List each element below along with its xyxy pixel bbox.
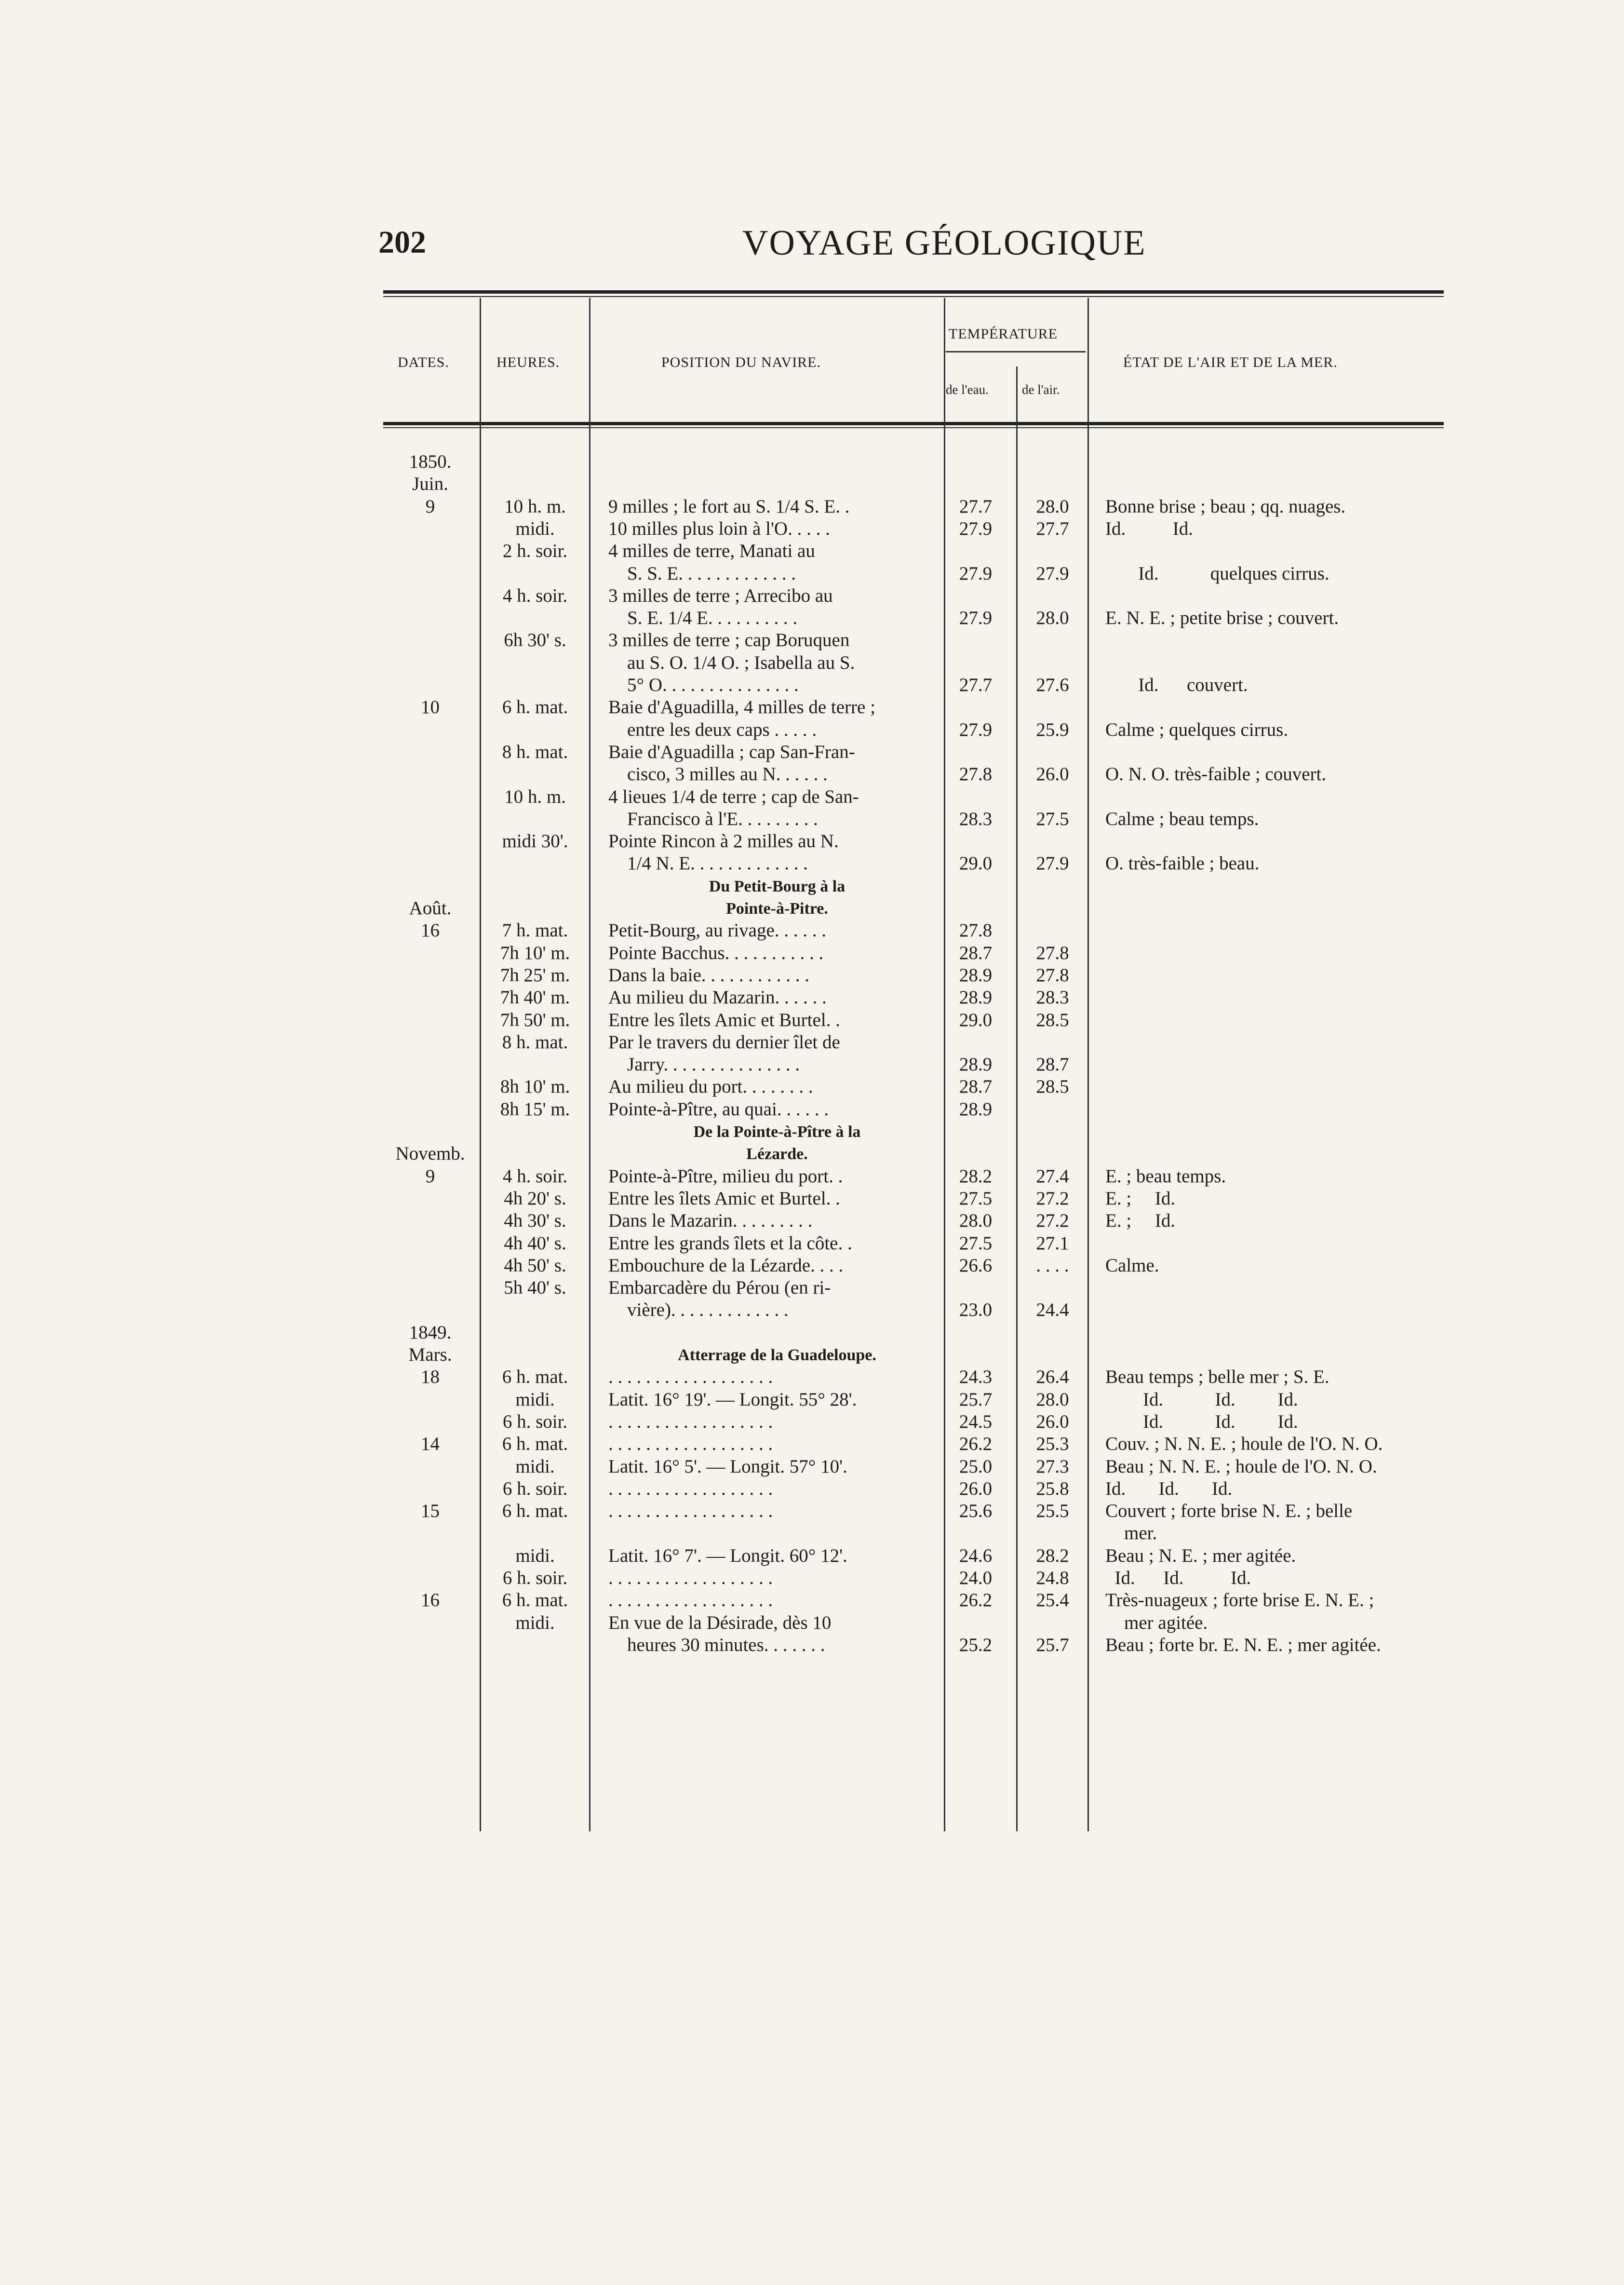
row-position: Pointe-à-Pître, milieu du port. . (608, 1166, 843, 1187)
column-divider (944, 298, 945, 1831)
row-position: Au milieu du Mazarin. . . . . . (608, 987, 827, 1008)
row-date: 15 (421, 1501, 440, 1521)
row-position: Embouchure de la Lézarde. . . . (608, 1255, 844, 1276)
row-etat: Beau ; forte br. E. N. E. ; mer agitée. (1105, 1635, 1381, 1655)
row-date: 9 (425, 496, 435, 517)
row-heure: midi. (515, 1389, 555, 1410)
row-position: 10 milles plus loin à l'O. . . . . (608, 518, 830, 539)
row-etat: Beau ; N. E. ; mer agitée. (1105, 1545, 1296, 1566)
row-etat: O. très-faible ; beau. (1105, 853, 1260, 874)
row-position: . . . . . . . . . . . . . . . . . . (608, 1501, 773, 1521)
row-etat: Beau ; N. N. E. ; houle de l'O. N. O. (1105, 1456, 1377, 1477)
row-temp-air: 27.9 (1036, 853, 1069, 874)
column-divider (1087, 298, 1089, 1831)
row-heure: 4 h. soir. (502, 585, 568, 606)
row-temp-eau: 26.2 (959, 1590, 993, 1610)
row-temp-air: 25.7 (1036, 1635, 1069, 1655)
row-etat: Id. quelques cirrus. (1105, 563, 1329, 584)
row-temp-eau: 27.9 (959, 719, 993, 740)
row-position: Dans la baie. . . . . . . . . . . . (608, 965, 810, 986)
row-temp-air: 28.2 (1036, 1545, 1069, 1566)
row-heure: 8h 15' m. (500, 1099, 570, 1120)
row-position: cisco, 3 milles au N. . . . . . (608, 764, 828, 784)
row-temp-eau: 27.9 (959, 518, 993, 539)
row-position: au S. O. 1/4 O. ; Isabella au S. (608, 652, 855, 673)
row-temp-air: 27.1 (1036, 1233, 1069, 1254)
row-position: Latit. 16° 7'. — Longit. 60° 12'. (608, 1545, 847, 1566)
row-position: . . . . . . . . . . . . . . . . . . (608, 1433, 773, 1454)
page-number: 202 (378, 225, 426, 260)
row-temp-air: 28.3 (1036, 987, 1069, 1008)
row-heure: 8h 10' m. (500, 1076, 570, 1097)
section-heading: Atterrage de la Guadeloupe. (678, 1346, 876, 1364)
row-date: Novemb. (395, 1143, 465, 1164)
row-temp-air: 28.0 (1036, 496, 1069, 517)
row-heure: 8 h. mat. (502, 742, 568, 762)
row-temp-eau: 27.9 (959, 563, 993, 584)
header-heures: HEURES. (497, 354, 560, 370)
row-date: 14 (421, 1433, 440, 1454)
row-position: Entre les îlets Amic et Burtel. . (608, 1188, 840, 1209)
row-etat: mer. (1105, 1523, 1157, 1543)
row-position: Par le travers du dernier îlet de (608, 1032, 840, 1053)
header-rule (383, 422, 1444, 425)
row-position: Baie d'Aguadilla ; cap San-Fran- (608, 742, 855, 762)
section-heading: Lézarde. (746, 1145, 808, 1163)
row-heure: 6 h. mat. (502, 697, 568, 717)
row-temp-eau: 28.0 (959, 1210, 993, 1231)
row-position: Jarry. . . . . . . . . . . . . . . (608, 1054, 800, 1075)
column-divider (1016, 366, 1018, 1831)
row-temp-air: 28.7 (1036, 1054, 1069, 1075)
row-temp-air: 24.8 (1036, 1568, 1069, 1588)
row-etat: E. ; Id. (1105, 1188, 1176, 1209)
row-temp-air: 25.3 (1036, 1433, 1069, 1454)
header-position: POSITION DU NAVIRE. (661, 354, 821, 370)
row-temp-eau: 27.7 (959, 675, 993, 695)
row-position: Latit. 16° 5'. — Longit. 57° 10'. (608, 1456, 847, 1477)
row-etat: E. N. E. ; petite brise ; couvert. (1105, 608, 1339, 628)
row-heure: 7 h. mat. (502, 920, 568, 941)
row-position: S. S. E. . . . . . . . . . . . . (608, 563, 796, 584)
column-divider (589, 298, 591, 1831)
row-heure: 10 h. m. (504, 786, 566, 807)
row-temp-air: 27.4 (1036, 1166, 1069, 1187)
row-position: Pointe Bacchus. . . . . . . . . . . (608, 943, 824, 963)
row-temp-eau: 28.9 (959, 1099, 993, 1120)
row-temp-eau: 26.2 (959, 1433, 993, 1454)
row-date: 1850. (409, 451, 452, 472)
row-position: vière). . . . . . . . . . . . . (608, 1299, 789, 1320)
row-temp-eau: 24.3 (959, 1366, 993, 1387)
row-temp-eau: 27.9 (959, 608, 993, 628)
top-rule (383, 290, 1444, 294)
row-heure: 7h 40' m. (500, 987, 570, 1008)
row-etat: E. ; beau temps. (1105, 1166, 1226, 1187)
row-heure: 10 h. m. (504, 496, 566, 517)
row-temp-air: 27.8 (1036, 943, 1069, 963)
row-heure: 4 h. soir. (502, 1166, 568, 1187)
row-position: 5° O. . . . . . . . . . . . . . . (608, 675, 799, 695)
row-heure: 6 h. mat. (502, 1366, 568, 1387)
row-position: S. E. 1/4 E. . . . . . . . . . (608, 608, 798, 628)
row-heure: 4h 20' s. (504, 1188, 566, 1209)
row-position: Dans le Mazarin. . . . . . . . . (608, 1210, 813, 1231)
row-etat: E. ; Id. (1105, 1210, 1176, 1231)
row-temp-air: 26.0 (1036, 764, 1069, 784)
row-temp-eau: 28.7 (959, 1076, 993, 1097)
row-temp-eau: 25.0 (959, 1456, 993, 1477)
row-temp-eau: 27.5 (959, 1188, 993, 1209)
row-temp-eau: 27.8 (959, 764, 993, 784)
row-temp-eau: 28.9 (959, 987, 993, 1008)
row-position: 9 milles ; le fort au S. 1/4 S. E. . (608, 496, 850, 517)
row-etat: Bonne brise ; beau ; qq. nuages. (1105, 496, 1346, 517)
row-temp-air: 24.4 (1036, 1299, 1069, 1320)
row-position: En vue de la Désirade, dès 10 (608, 1612, 832, 1633)
row-etat: Id. Id. (1105, 518, 1193, 539)
row-position: 3 milles de terre ; Arrecibo au (608, 585, 833, 606)
row-temp-eau: 26.0 (959, 1478, 993, 1499)
row-temp-eau: 28.9 (959, 1054, 993, 1075)
row-temp-air: 25.9 (1036, 719, 1069, 740)
row-temp-air: . . . . (1036, 1255, 1069, 1276)
row-etat: Id. Id. Id. (1105, 1568, 1251, 1588)
column-divider (480, 298, 481, 1831)
row-temp-air: 27.2 (1036, 1188, 1069, 1209)
temperature-rule (946, 351, 1086, 352)
row-heure: 6h 30' s. (504, 630, 566, 650)
row-date: Mars. (408, 1344, 452, 1365)
row-temp-air: 28.5 (1036, 1076, 1069, 1097)
row-temp-air: 28.0 (1036, 608, 1069, 628)
row-temp-eau: 27.8 (959, 920, 993, 941)
row-date: 18 (421, 1366, 440, 1387)
section-heading: Du Petit-Bourg à la (709, 878, 846, 895)
row-temp-eau: 27.7 (959, 496, 993, 517)
row-position: Petit-Bourg, au rivage. . . . . . (608, 920, 827, 941)
running-title: VOYAGE GÉOLOGIQUE (742, 223, 1146, 263)
header-temperature: TEMPÉRATURE (949, 326, 1058, 342)
row-temp-air: 27.6 (1036, 675, 1069, 695)
row-temp-eau: 28.3 (959, 809, 993, 829)
row-position: Pointe-à-Pître, au quai. . . . . . (608, 1099, 829, 1120)
header-eau: de l'eau. (946, 382, 989, 397)
row-date: Août. (409, 898, 452, 919)
row-etat: Beau temps ; belle mer ; S. E. (1105, 1366, 1329, 1387)
row-position: Au milieu du port. . . . . . . . (608, 1076, 813, 1097)
row-heure: 8 h. mat. (502, 1032, 568, 1053)
row-position: Latit. 16° 19'. — Longit. 55° 28'. (608, 1389, 857, 1410)
row-heure: 6 h. mat. (502, 1433, 568, 1454)
row-temp-eau: 27.5 (959, 1233, 993, 1254)
row-temp-eau: 24.5 (959, 1411, 993, 1432)
header-dates: DATES. (398, 354, 449, 370)
row-date: 16 (421, 1590, 440, 1610)
row-date: 16 (421, 920, 440, 941)
row-etat: mer agitée. (1105, 1612, 1208, 1633)
row-position: 4 lieues 1/4 de terre ; cap de San- (608, 786, 859, 807)
row-temp-air: 27.5 (1036, 809, 1069, 829)
row-temp-air: 27.3 (1036, 1456, 1069, 1477)
row-etat: Id. Id. Id. (1105, 1389, 1298, 1410)
row-position: . . . . . . . . . . . . . . . . . . (608, 1568, 773, 1588)
row-temp-eau: 28.2 (959, 1166, 993, 1187)
row-heure: 4h 30' s. (504, 1210, 566, 1231)
row-date: 1849. (409, 1322, 452, 1343)
row-heure: 7h 25' m. (500, 965, 570, 986)
row-date: 10 (421, 697, 440, 717)
row-etat: O. N. O. très-faible ; couvert. (1105, 764, 1327, 784)
row-position: 3 milles de terre ; cap Boruquen (608, 630, 850, 650)
header-air: de l'air. (1022, 382, 1060, 397)
row-etat: Id. Id. Id. (1105, 1478, 1233, 1499)
row-date: 9 (425, 1166, 435, 1187)
row-temp-air: 27.8 (1036, 965, 1069, 986)
row-temp-eau: 29.0 (959, 853, 993, 874)
row-temp-air: 26.4 (1036, 1366, 1069, 1387)
row-temp-eau: 28.7 (959, 943, 993, 963)
row-position: entre les deux caps . . . . . (608, 719, 817, 740)
row-position: Francisco à l'E. . . . . . . . . (608, 809, 818, 829)
row-temp-eau: 23.0 (959, 1299, 993, 1320)
row-temp-eau: 25.7 (959, 1389, 993, 1410)
row-heure: 6 h. soir. (502, 1411, 568, 1432)
row-heure: 5h 40' s. (504, 1277, 566, 1298)
row-heure: 7h 50' m. (500, 1010, 570, 1030)
row-heure: 6 h. soir. (502, 1568, 568, 1588)
row-position: Baie d'Aguadilla, 4 milles de terre ; (608, 697, 875, 717)
row-position: Embarcadère du Pérou (en ri- (608, 1277, 831, 1298)
row-heure: 7h 10' m. (500, 943, 570, 963)
row-position: Entre les grands îlets et la côte. . (608, 1233, 852, 1254)
row-etat: Id. Id. Id. (1105, 1411, 1298, 1432)
row-temp-air: 25.8 (1036, 1478, 1069, 1499)
row-etat: Très-nuageux ; forte brise E. N. E. ; (1105, 1590, 1374, 1610)
row-temp-air: 27.2 (1036, 1210, 1069, 1231)
row-temp-air: 25.5 (1036, 1501, 1069, 1521)
row-heure: midi 30'. (502, 831, 568, 852)
row-position: Pointe Rincon à 2 milles au N. (608, 831, 839, 852)
row-position: . . . . . . . . . . . . . . . . . . (608, 1590, 773, 1610)
row-temp-eau: 25.2 (959, 1635, 993, 1655)
row-heure: 6 h. mat. (502, 1501, 568, 1521)
row-temp-air: 26.0 (1036, 1411, 1069, 1432)
row-position: . . . . . . . . . . . . . . . . . . (608, 1366, 773, 1387)
row-position: 1/4 N. E. . . . . . . . . . . . . (608, 853, 808, 874)
row-etat: Calme ; beau temps. (1105, 809, 1259, 829)
row-position: . . . . . . . . . . . . . . . . . . (608, 1411, 773, 1432)
row-etat: Couv. ; N. N. E. ; houle de l'O. N. O. (1105, 1433, 1383, 1454)
row-temp-eau: 28.9 (959, 965, 993, 986)
row-etat: Calme. (1105, 1255, 1159, 1276)
row-temp-air: 28.0 (1036, 1389, 1069, 1410)
row-heure: midi. (515, 1612, 555, 1633)
section-heading: De la Pointe-à-Pître à la (693, 1123, 861, 1141)
section-heading: Pointe-à-Pitre. (726, 900, 828, 918)
row-etat: Id. couvert. (1105, 675, 1248, 695)
row-position: heures 30 minutes. . . . . . . (608, 1635, 825, 1655)
row-temp-air: 28.5 (1036, 1010, 1069, 1030)
row-position: 4 milles de terre, Manati au (608, 541, 815, 561)
row-heure: 6 h. soir. (502, 1478, 568, 1499)
row-temp-eau: 25.6 (959, 1501, 993, 1521)
row-position: . . . . . . . . . . . . . . . . . . (608, 1478, 773, 1499)
row-temp-eau: 26.6 (959, 1255, 993, 1276)
row-heure: 4h 50' s. (504, 1255, 566, 1276)
row-heure: 6 h. mat. (502, 1590, 568, 1610)
row-heure: 4h 40' s. (504, 1233, 566, 1254)
row-temp-eau: 24.0 (959, 1568, 993, 1588)
row-temp-eau: 24.6 (959, 1545, 993, 1566)
top-rule-thin (383, 296, 1444, 297)
header-rule-thin (383, 427, 1444, 428)
row-heure: 2 h. soir. (502, 541, 568, 561)
row-position: Entre les îlets Amic et Burtel. . (608, 1010, 840, 1030)
row-date: Juin. (412, 473, 448, 494)
row-heure: midi. (515, 1456, 555, 1477)
row-heure: midi. (515, 518, 555, 539)
row-temp-air: 25.4 (1036, 1590, 1069, 1610)
row-temp-eau: 29.0 (959, 1010, 993, 1030)
row-etat: Calme ; quelques cirrus. (1105, 719, 1288, 740)
row-heure: midi. (515, 1545, 555, 1566)
header-etat: ÉTAT DE L'AIR ET DE LA MER. (1123, 354, 1338, 370)
row-etat: Couvert ; forte brise N. E. ; belle (1105, 1501, 1353, 1521)
row-temp-air: 27.7 (1036, 518, 1069, 539)
row-temp-air: 27.9 (1036, 563, 1069, 584)
